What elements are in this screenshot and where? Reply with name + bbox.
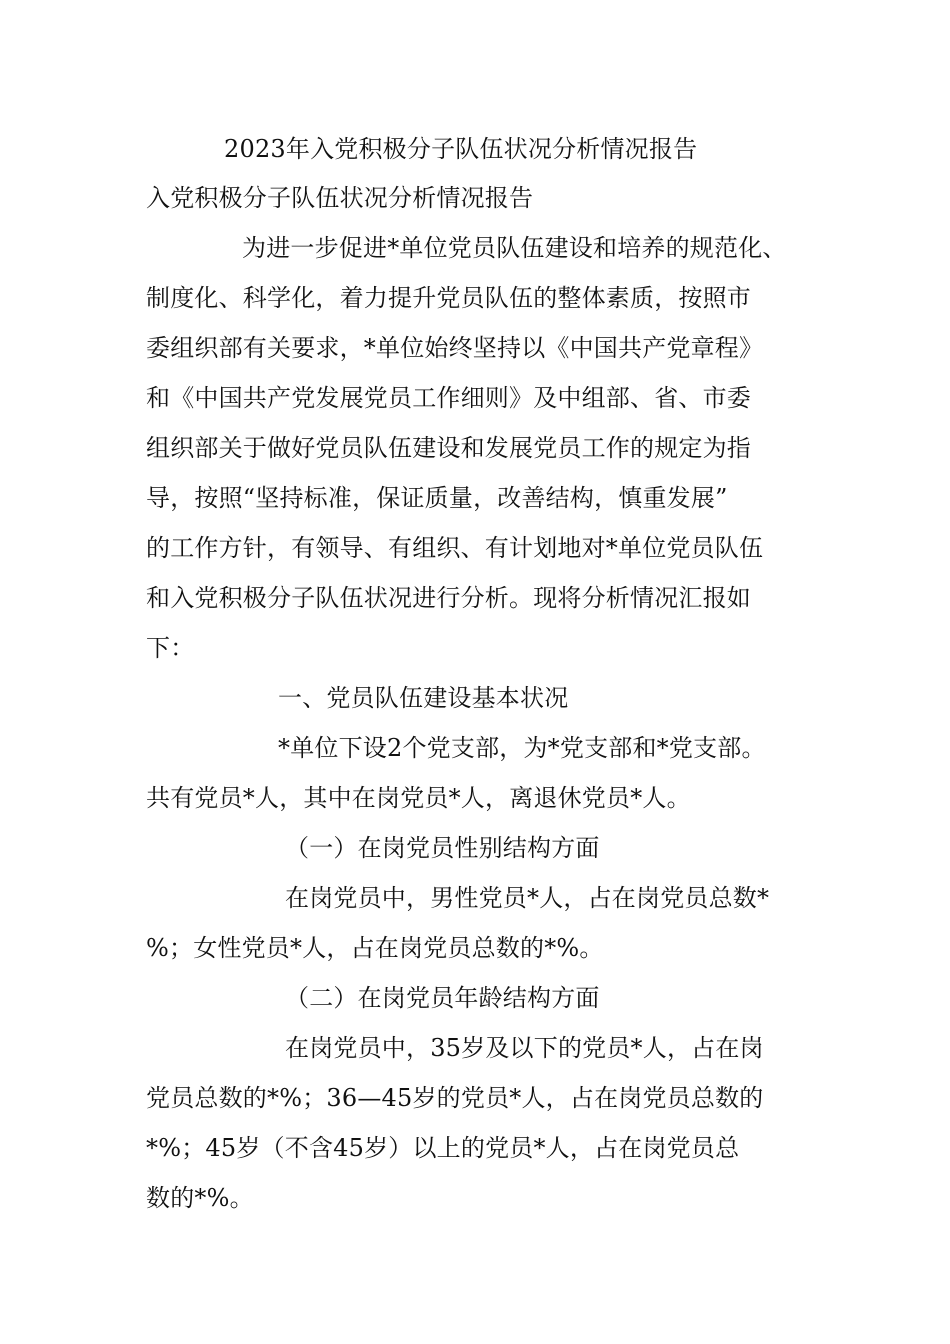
subsection-paragraph-line: 数的*%。 <box>146 1184 254 1212</box>
section-paragraph-line: 共有党员*人，其中在岗党员*人，离退休党员*人。 <box>146 784 691 812</box>
intro-line: 下： <box>146 634 195 662</box>
subsection-paragraph-line: *%；45岁（不含45岁）以上的党员*人，占在岗党员总 <box>146 1134 740 1162</box>
intro-line: 导，按照“坚持标准，保证质量，改善结构，慎重发展” <box>146 484 728 512</box>
subsection-heading: （一）在岗党员性别结构方面 <box>285 834 600 862</box>
intro-line: 制度化、科学化，着力提升党员队伍的整体素质，按照市 <box>146 284 751 312</box>
intro-line: 组织部关于做好党员队伍建设和发展党员工作的规定为指 <box>146 434 751 462</box>
subsection-paragraph-line: 在岗党员中，男性党员*人，占在岗党员总数* <box>285 884 770 912</box>
subsection-paragraph-line: %；女性党员*人，占在岗党员总数的*%。 <box>146 934 604 962</box>
subsection-paragraph-line: 在岗党员中，35岁及以下的党员*人，占在岗 <box>285 1034 764 1062</box>
subsection-paragraph-line: 党员总数的*%；36—45岁的党员*人，占在岗党员总数的 <box>146 1084 764 1112</box>
document-title: 2023年入党积极分子队伍状况分析情况报告 <box>224 135 698 163</box>
intro-line: 委组织部有关要求，*单位始终坚持以《中国共产党章程》 <box>146 334 764 362</box>
intro-line: 和入党积极分子队伍状况进行分析。现将分析情况汇报如 <box>146 584 751 612</box>
intro-line: 的工作方针，有领导、有组织、有计划地对*单位党员队伍 <box>146 534 764 562</box>
subsection-heading: （二）在岗党员年龄结构方面 <box>285 984 600 1012</box>
intro-line: 和《中国共产党发展党员工作细则》及中组部、省、市委 <box>146 384 751 412</box>
document-subtitle: 入党积极分子队伍状况分析情况报告 <box>146 184 534 212</box>
intro-line: 为进一步促进*单位党员队伍建设和培养的规范化、 <box>242 234 787 262</box>
section-heading: 一、党员队伍建设基本状况 <box>278 684 569 712</box>
section-paragraph-line: *单位下设2个党支部，为*党支部和*党支部。 <box>278 734 766 762</box>
